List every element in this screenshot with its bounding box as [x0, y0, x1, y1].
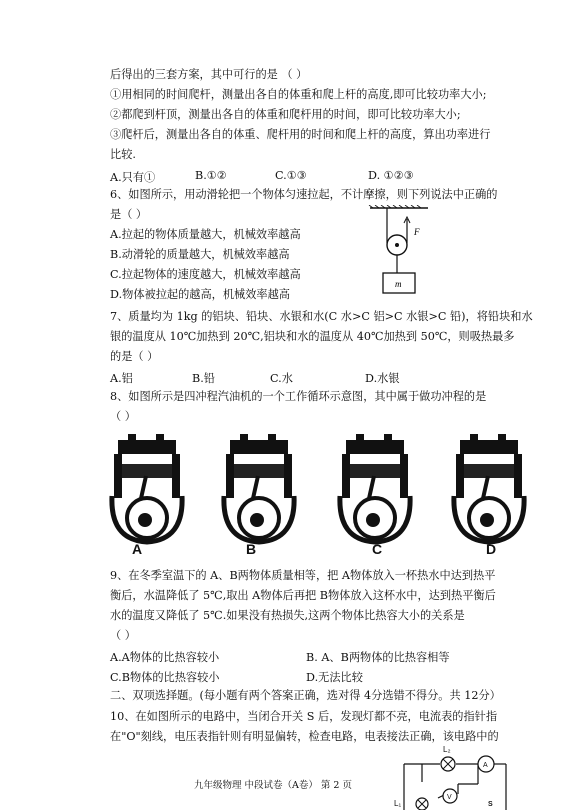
engine-b-icon [224, 434, 294, 542]
q9-stem-end: （ ） [110, 629, 136, 642]
q9-stem: 9、在冬季室温下的 A、B两物体质量相等，把 A物体放入一杯热水中达到热平 [110, 569, 496, 582]
section-2-heading: 二、双项选择题。(每小题有两个答案正确，选对得 4分选错不得分。共 12分） [110, 689, 501, 702]
q6-stem-cont: 是（ ） [110, 208, 148, 221]
voltmeter-label: V [447, 794, 452, 801]
q5-plan-1: ①用相同的时间爬杆，测量出各自的体重和爬上杆的高度,即可比较功率大小; [110, 88, 487, 101]
engine-strokes-figure [108, 430, 528, 558]
switch-label: S [488, 801, 493, 808]
q9-option-b: B. A、B两物体的比热容相等 [306, 651, 450, 664]
force-label: F [414, 227, 420, 237]
q5-stem-tail: 后得出的三套方案，其中可行的是 （ ） [110, 68, 308, 81]
page-footer: 九年级物理 中段试卷（A卷） 第 2 页 [194, 780, 352, 791]
q5-plan-3-cont: 比较. [110, 148, 136, 161]
q9-option-c: C.B物体的比热容较小 [110, 671, 220, 684]
q9-stem-cont: 衡后，水温降低了 5℃,取出 A物体后再把 B物体放入这杯水中，达到热平衡后 [110, 589, 496, 602]
q7-stem-end: 的是（ ） [110, 350, 159, 363]
ammeter-label: A [483, 762, 488, 769]
engine-label-c: C [372, 541, 383, 557]
q6-option-a: A.拉起的物体质量越大，机械效率越高 [110, 228, 301, 241]
q10-stem: 10、在如图所示的电路中，当闭合开关 S 后，发现灯都不亮，电流表的指针指 [110, 710, 498, 723]
mass-label: m [395, 279, 402, 289]
label-l1: L₁ [394, 799, 402, 808]
engine-label-b: B [246, 541, 257, 557]
q5-option-b: B.①② [195, 169, 227, 182]
q5-plan-3: ③爬杆后，测量出各自的体重、爬杆用的时间和爬上杆的高度，算出功率进行 [110, 128, 491, 141]
engine-c-icon [340, 434, 410, 542]
q9-stem-cont2: 水的温度又降低了 5℃.如果没有热损失,这两个物体比热容大小的关系是 [110, 609, 465, 622]
circuit-figure [388, 744, 520, 810]
engine-label-d: D [486, 541, 497, 557]
q8-stem-cont: （ ） [110, 410, 136, 423]
engine-a-icon [112, 434, 182, 542]
q6-option-c: C.拉起物体的速度越大，机械效率越高 [110, 268, 301, 281]
engine-label-a: A [132, 541, 143, 557]
q9-option-d: D.无法比较 [306, 671, 363, 684]
pulley-figure [368, 205, 438, 300]
q9-option-a: A.A物体的比热容较小 [110, 651, 220, 664]
label-l2: L₂ [443, 745, 451, 754]
q7-option-b: B.铅 [192, 372, 215, 385]
q6-option-b: B.动滑轮的质量越大，机械效率越高 [110, 248, 290, 261]
q6-option-d: D.物体被拉起的越高，机械效率越高 [110, 288, 290, 301]
q6-stem: 6、如图所示，用动滑轮把一个物体匀速拉起，不计摩擦，则下列说法中正确的 [110, 188, 498, 201]
q7-stem-cont: 银的温度从 10℃加热到 20℃,铝块和水的温度从 40℃加热到 50℃，则吸热最多 [110, 330, 515, 343]
q8-stem: 8、如图所示是四冲程汽油机的一个工作循环示意图，其中属于做功冲程的是 [110, 390, 487, 403]
q7-option-a: A.铝 [110, 372, 133, 385]
q7-option-c: C.水 [270, 372, 293, 385]
q5-option-a: A.只有① [110, 171, 156, 184]
q5-plan-2: ②都爬到杆顶，测量出各自的体重和爬杆用的时间，即可比较功率大小; [110, 108, 461, 121]
q5-option-d: D. ①②③ [368, 169, 414, 182]
q5-option-c: C.①③ [275, 169, 307, 182]
q10-stem-cont: 在"O"刻线，电压表指针则有明显偏转，检查电路，电表接法正确，该电路中的 [110, 730, 499, 743]
q7-option-d: D.水银 [365, 372, 400, 385]
q7-stem: 7、质量均为 1kg 的铝块、铅块、水银和水(C 水>C 铝>C 水银>C 铅)，将铅块和水 [110, 310, 533, 323]
engine-d-icon [454, 434, 524, 542]
